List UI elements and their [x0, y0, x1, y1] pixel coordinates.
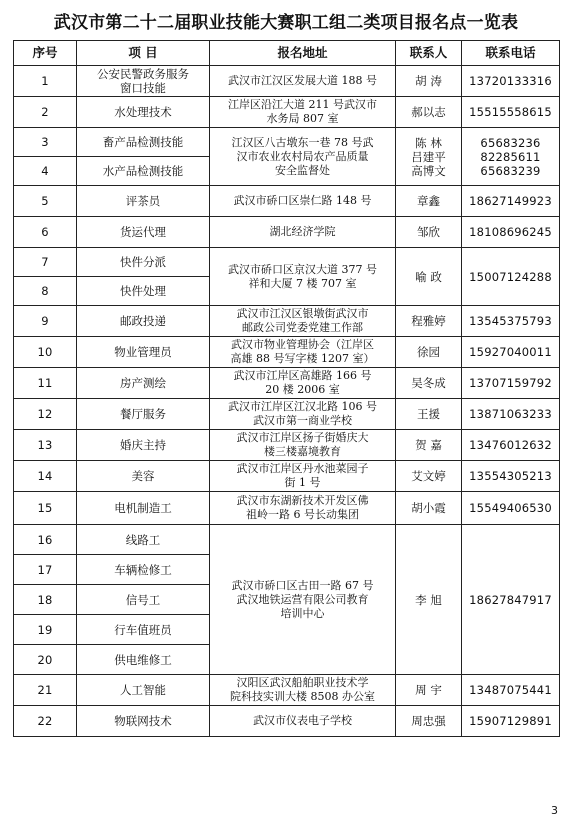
table-row: [14, 186, 560, 217]
table-row: [14, 97, 560, 128]
row-item-line: 公安民警政务服务: [97, 67, 189, 81]
row-item-line: 评茶员: [125, 194, 161, 208]
table-row: [14, 399, 560, 430]
row-phone: [462, 217, 560, 248]
row-phone-line: 13545375793: [469, 314, 552, 328]
row-phone: [462, 492, 560, 525]
row-number: 22: [14, 706, 77, 737]
row-number: 11: [14, 368, 77, 399]
row-address-line: 20 楼 2006 室: [265, 383, 340, 396]
row-number: 4: [14, 157, 77, 186]
row-phone: [462, 368, 560, 399]
row-contact-line: 郝以志: [411, 105, 446, 119]
row-phone: [462, 525, 560, 675]
row-phone-line: 13554305213: [469, 469, 552, 483]
row-address-line: 院科技实训大楼 8508 办公室: [230, 690, 375, 703]
row-address-line: 武汉市江汉区发展大道 188 号: [228, 74, 377, 87]
row-contact-line: 贺 嘉: [415, 438, 442, 452]
row-number: 12: [14, 399, 77, 430]
row-item-line: 窗口技能: [120, 81, 166, 95]
row-address-line: 培训中心: [280, 606, 325, 620]
row-contact: [396, 368, 462, 399]
row-contact: [396, 706, 462, 737]
row-address-line: 武汉市江岸区扬子街婚庆大: [236, 431, 369, 444]
row-number: 21: [14, 675, 77, 706]
row-address: [210, 306, 396, 337]
row-item: [77, 157, 210, 186]
row-contact: [396, 66, 462, 97]
row-item: [77, 675, 210, 706]
table-row: [14, 461, 560, 492]
row-address-line: 武汉市物业管理协会（江岸区: [231, 338, 374, 351]
row-item-line: 婚庆主持: [120, 438, 166, 452]
row-phone: [462, 430, 560, 461]
row-contact: [396, 337, 462, 368]
row-contact-line: 陈 林: [415, 135, 442, 150]
row-contact: [396, 430, 462, 461]
header-phone: 联系电话: [462, 41, 560, 66]
row-item-line: 信号工: [125, 592, 161, 607]
header-item: 项 目: [77, 41, 210, 66]
row-address: [210, 248, 396, 306]
table-row: [14, 248, 560, 277]
row-phone: [462, 706, 560, 737]
row-address: [210, 337, 396, 368]
row-address: [210, 128, 396, 186]
row-number: 17: [14, 555, 77, 585]
row-phone-line: 13476012632: [469, 438, 552, 452]
row-item-line: 餐厅服务: [120, 407, 166, 421]
row-contact: [396, 128, 462, 186]
row-contact-line: 周忠强: [411, 714, 446, 728]
row-address-line: 祖岭一路 6 号长动集团: [246, 508, 359, 521]
row-address: [210, 66, 396, 97]
row-address-line: 湖北经济学院: [269, 225, 336, 238]
table-body: [14, 66, 560, 737]
row-item-line: 车辆检修工: [114, 562, 172, 577]
row-contact-line: 高博文: [411, 163, 446, 178]
row-contact-line: 吕建平: [411, 149, 446, 164]
row-number: 8: [14, 277, 77, 306]
row-item: [77, 585, 210, 615]
row-phone-line: 15515558615: [469, 105, 552, 119]
row-phone: [462, 461, 560, 492]
row-item: [77, 645, 210, 675]
row-contact-line: 艾文婷: [411, 469, 446, 483]
row-address-line: 楼三楼嘉境教育: [264, 445, 341, 458]
row-phone: [462, 306, 560, 337]
table-row: [14, 675, 560, 706]
row-item: [77, 306, 210, 337]
row-number: 6: [14, 217, 77, 248]
row-item: [77, 615, 210, 645]
table-row: [14, 337, 560, 368]
row-item-line: 水处理技术: [114, 105, 172, 119]
row-phone-line: 18627149923: [469, 194, 552, 208]
row-contact: [396, 97, 462, 128]
row-phone-line: 13707159792: [469, 376, 552, 390]
row-item-line: 线路工: [125, 532, 161, 547]
row-phone-line: 15007124288: [469, 269, 552, 284]
row-item: [77, 337, 210, 368]
row-number: 18: [14, 585, 77, 615]
row-address: [210, 399, 396, 430]
row-item: [77, 492, 210, 525]
row-address: [210, 675, 396, 706]
row-contact-line: 胡小霞: [411, 501, 446, 515]
row-number: 20: [14, 645, 77, 675]
row-phone-line: 15549406530: [469, 501, 552, 515]
row-address-line: 武汉市硚口区京汉大道 377 号: [228, 262, 377, 276]
row-address-line: 武汉市第一商业学校: [253, 414, 352, 427]
row-address-line: 安全监督处: [275, 163, 330, 177]
row-contact-line: 胡 涛: [415, 74, 442, 88]
row-item-line: 快件处理: [120, 284, 166, 298]
row-item: [77, 277, 210, 306]
header-address: 报名地址: [210, 41, 396, 66]
row-phone: [462, 97, 560, 128]
row-number: 10: [14, 337, 77, 368]
row-address: [210, 368, 396, 399]
row-contact: [396, 217, 462, 248]
row-contact: [396, 306, 462, 337]
row-address: [210, 461, 396, 492]
row-address-line: 武汉市江汉区银墩街武汉市: [236, 307, 369, 320]
header-no: 序号: [14, 41, 77, 66]
row-address-line: 高雄 88 号写字楼 1207 室）: [230, 352, 375, 365]
row-number: 9: [14, 306, 77, 337]
row-contact: [396, 492, 462, 525]
row-item: [77, 186, 210, 217]
row-address: [210, 525, 396, 675]
row-contact-line: 程雅婷: [411, 314, 446, 328]
row-item: [77, 66, 210, 97]
row-contact: [396, 525, 462, 675]
row-item-line: 电机制造工: [114, 501, 172, 515]
row-number: 16: [14, 525, 77, 555]
row-contact-line: 喻 政: [415, 269, 442, 284]
row-phone: [462, 248, 560, 306]
row-phone: [462, 399, 560, 430]
table-row: [14, 706, 560, 737]
row-address-line: 祥和大厦 7 楼 707 室: [248, 276, 357, 290]
row-item-line: 供电维修工: [114, 652, 172, 667]
row-address-line: 武汉地铁运营有限公司教育: [236, 592, 369, 606]
row-phone: [462, 66, 560, 97]
row-contact: [396, 461, 462, 492]
row-item: [77, 555, 210, 585]
table-row: [14, 306, 560, 337]
row-item-line: 畜产品检测技能: [102, 135, 184, 149]
row-address-line: 武汉市江岸区高雄路 166 号: [233, 369, 372, 382]
table-row: [14, 128, 560, 157]
row-phone-line: 13871063233: [469, 407, 552, 421]
row-item: [77, 430, 210, 461]
row-phone-line: 65683236: [480, 135, 541, 150]
row-item-line: 美容: [131, 469, 155, 483]
row-number: 7: [14, 248, 77, 277]
row-address-line: 邮政公司党委党建工作部: [242, 321, 363, 334]
row-address-line: 武汉市仪表电子学校: [253, 714, 352, 727]
table-row: [14, 368, 560, 399]
row-phone-line: 13720133316: [469, 74, 552, 88]
row-item: [77, 248, 210, 277]
row-phone-line: 82285611: [480, 149, 541, 164]
row-phone-line: 13487075441: [469, 683, 552, 697]
row-number: 3: [14, 128, 77, 157]
row-phone: [462, 675, 560, 706]
row-contact: [396, 186, 462, 217]
row-address-line: 武汉市江岸区江汉北路 106 号: [228, 400, 377, 413]
row-address-line: 街 1 号: [284, 476, 321, 489]
row-phone-line: 15927040011: [469, 345, 552, 359]
row-item-line: 物联网技术: [114, 714, 172, 728]
row-number: 5: [14, 186, 77, 217]
row-phone: [462, 128, 560, 186]
row-address-line: 江汉区八古墩东一巷 78 号武: [231, 135, 374, 149]
row-item-line: 房产测绘: [120, 376, 166, 390]
row-address: [210, 97, 396, 128]
row-number: 19: [14, 615, 77, 645]
row-item-line: 水产品检测技能: [102, 164, 184, 178]
row-address: [210, 492, 396, 525]
row-address-line: 武汉市东湖新技术开发区佛: [236, 494, 369, 507]
row-item-line: 快件分派: [120, 255, 166, 269]
row-item: [77, 461, 210, 492]
row-contact-line: 王援: [417, 407, 440, 421]
row-number: 15: [14, 492, 77, 525]
row-item-line: 人工智能: [120, 683, 166, 697]
row-item-line: 物业管理员: [114, 345, 172, 359]
header-contact: 联系人: [396, 41, 462, 66]
row-contact: [396, 675, 462, 706]
row-contact-line: 邹欣: [417, 225, 440, 239]
row-address-line: 江岸区沿江大道 211 号武汉市: [228, 98, 377, 111]
row-phone-line: 65683239: [480, 163, 541, 178]
table-row: [14, 525, 560, 555]
row-contact-line: 徐园: [417, 345, 440, 359]
row-number: 13: [14, 430, 77, 461]
row-address-line: 武汉市硚口区古田一路 67 号: [231, 578, 374, 592]
row-address: [210, 430, 396, 461]
table-row: [14, 66, 560, 97]
row-address: [210, 706, 396, 737]
row-address-line: 武汉市江岸区丹水池菜园子: [236, 462, 369, 475]
row-item-line: 行车值班员: [114, 622, 172, 637]
page-number: 3: [551, 804, 558, 817]
row-contact-line: 周 宇: [415, 683, 442, 697]
row-item: [77, 217, 210, 248]
row-phone-line: 18627847917: [469, 592, 552, 607]
row-address: [210, 186, 396, 217]
row-phone: [462, 337, 560, 368]
row-phone-line: 15907129891: [469, 714, 552, 728]
row-item: [77, 97, 210, 128]
row-item-line: 邮政投递: [120, 314, 166, 328]
page-title: 武汉市第二十二届职业技能大赛职工组二类项目报名点一览表: [53, 13, 519, 33]
table-row: [14, 492, 560, 525]
row-address: [210, 217, 396, 248]
table-row: [14, 430, 560, 461]
registration-table: [13, 40, 560, 737]
row-contact-line: 章鑫: [417, 194, 440, 208]
row-number: 1: [14, 66, 77, 97]
table-header-row: [14, 41, 560, 66]
row-address-line: 水务局 807 室: [266, 112, 339, 125]
row-contact-line: 吴冬成: [411, 376, 446, 390]
table-row: [14, 217, 560, 248]
row-item: [77, 525, 210, 555]
row-item: [77, 368, 210, 399]
row-item: [77, 128, 210, 157]
row-number: 2: [14, 97, 77, 128]
row-contact: [396, 248, 462, 306]
row-contact-line: 李 旭: [415, 592, 442, 607]
row-item: [77, 706, 210, 737]
row-phone-line: 18108696245: [469, 225, 552, 239]
row-contact: [396, 399, 462, 430]
row-address-line: 汉市农业农村局农产品质量: [236, 149, 369, 163]
row-number: 14: [14, 461, 77, 492]
row-address-line: 汉阳区武汉船舶职业技术学: [236, 676, 369, 689]
row-phone: [462, 186, 560, 217]
row-address-line: 武汉市硚口区崇仁路 148 号: [233, 194, 372, 207]
row-item-line: 货运代理: [120, 225, 166, 239]
row-item: [77, 399, 210, 430]
